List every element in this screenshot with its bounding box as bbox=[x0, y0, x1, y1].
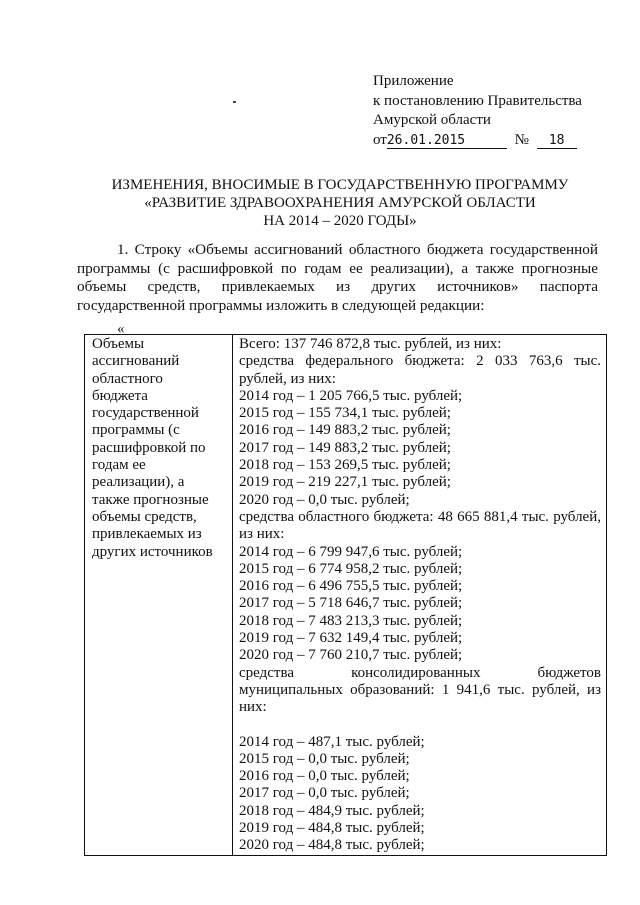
table-row bbox=[85, 335, 607, 856]
appendix-header bbox=[373, 72, 582, 150]
appendix-region-line: Амурской области bbox=[373, 112, 491, 128]
row-label-line: других источников bbox=[92, 543, 213, 560]
regional-years-list bbox=[239, 544, 601, 665]
municipal-year-line: 2015 год – 0,0 тыс. рублей; bbox=[239, 750, 410, 767]
row-label-line: бюджета bbox=[92, 387, 148, 404]
body-paragraph: 1. Строку «Объемы ассигнований областного бюджета государственной программы (с расшифровкой по годам ее реализации), а также прогнозные объемы средств, привлекаемых из других источников» паспорта государственной программы изложить в следующей редакции: bbox=[77, 241, 598, 314]
appendix-date: 26.01.2015 bbox=[386, 132, 466, 148]
row-label-line: расшифровкой по bbox=[92, 439, 206, 456]
regional-year-line: 2019 год – 7 632 149,4 тыс. рублей; bbox=[239, 630, 463, 647]
row-label-line: также прогнозные bbox=[92, 491, 209, 508]
row-label-cell bbox=[85, 335, 233, 856]
municipal-year-line: 2020 год – 484,8 тыс. рублей; bbox=[239, 837, 425, 854]
row-label-line: объемы средств, bbox=[92, 508, 197, 525]
municipal-year-line: 2014 год – 487,1 тыс. рублей; bbox=[239, 733, 425, 750]
document-title bbox=[80, 176, 600, 230]
municipal-intro: средства консолидированных бюджетов муниципальных образований: 1 941,6 тыс. рублей, из них: bbox=[239, 664, 601, 716]
row-label-line: ассигнований bbox=[92, 353, 180, 370]
federal-year-line: 2019 год – 219 227,1 тыс. рублей; bbox=[239, 474, 451, 491]
federal-intro: средства федерального бюджета: 2 033 763,6 тыс. рублей, из них: bbox=[239, 353, 601, 387]
municipal-years-list bbox=[239, 734, 601, 855]
appendix-number: 18 bbox=[548, 132, 565, 148]
appendix-from-label: от bbox=[373, 131, 387, 148]
row-label bbox=[92, 336, 228, 561]
passport-table bbox=[84, 334, 607, 856]
federal-year-line: 2017 год – 149 883,2 тыс. рублей; bbox=[239, 439, 451, 456]
scan-speck bbox=[233, 101, 236, 103]
municipal-year-line: 2016 год – 0,0 тыс. рублей; bbox=[239, 768, 410, 785]
row-label-line: годам ее bbox=[92, 457, 146, 474]
row-label-line: реализации), а bbox=[92, 474, 185, 491]
title-line-3: НА 2014 – 2020 ГОДЫ» bbox=[263, 213, 417, 229]
appendix-decree-line: к постановлению Правительства bbox=[373, 92, 582, 109]
federal-year-line: 2016 год – 149 883,2 тыс. рублей; bbox=[239, 422, 451, 439]
federal-year-line: 2018 год – 153 269,5 тыс. рублей; bbox=[239, 457, 451, 474]
federal-years-list bbox=[239, 388, 601, 509]
municipal-year-line: 2017 год – 0,0 тыс. рублей; bbox=[239, 785, 410, 802]
total-line: Всего: 137 746 872,8 тыс. рублей, из них: bbox=[239, 336, 502, 352]
municipal-year-line: 2018 год – 484,9 тыс. рублей; bbox=[239, 802, 425, 819]
regional-year-line: 2016 год – 6 496 755,5 тыс. рублей; bbox=[239, 578, 463, 595]
federal-year-line: 2015 год – 155 734,1 тыс. рублей; bbox=[239, 405, 451, 422]
appendix-label: Приложение bbox=[373, 73, 454, 89]
opening-quote: « bbox=[117, 321, 125, 337]
title-line-2: «РАЗВИТИЕ ЗДРАВООХРАНЕНИЯ АМУРСКОЙ ОБЛАСТИ bbox=[144, 195, 536, 211]
row-label-line: областного bbox=[92, 370, 163, 387]
municipal-year-line: 2019 год – 484,8 тыс. рублей; bbox=[239, 820, 425, 837]
federal-year-line: 2020 год – 0,0 тыс. рублей; bbox=[239, 491, 410, 508]
row-label-line: привлекаемых из bbox=[92, 526, 202, 543]
regional-year-line: 2015 год – 6 774 958,2 тыс. рублей; bbox=[239, 560, 463, 577]
federal-year-line: 2014 год – 1 205 766,5 тыс. рублей; bbox=[239, 387, 463, 404]
regional-year-line: 2020 год – 7 760 210,7 тыс. рублей; bbox=[239, 647, 463, 664]
appendix-number-sign: № bbox=[514, 131, 529, 148]
regional-intro: средства областного бюджета: 48 665 881,4 тыс. рублей, из них: bbox=[239, 508, 601, 543]
regional-year-line: 2017 год – 5 718 646,7 тыс. рублей; bbox=[239, 595, 463, 612]
spacer bbox=[239, 717, 601, 734]
title-line-1: ИЗМЕНЕНИЯ, ВНОСИМЫЕ В ГОСУДАРСТВЕННУЮ ПРОГРАММУ bbox=[111, 177, 569, 193]
row-label-line: программы (с bbox=[92, 422, 180, 439]
appendix-number-line bbox=[373, 131, 582, 151]
regional-year-line: 2014 год – 6 799 947,6 тыс. рублей; bbox=[239, 543, 463, 560]
row-label-line: государственной bbox=[92, 405, 199, 422]
row-label-line: Объемы bbox=[92, 336, 145, 352]
regional-year-line: 2018 год – 7 483 213,3 тыс. рублей; bbox=[239, 612, 463, 629]
row-value-cell bbox=[233, 335, 607, 856]
